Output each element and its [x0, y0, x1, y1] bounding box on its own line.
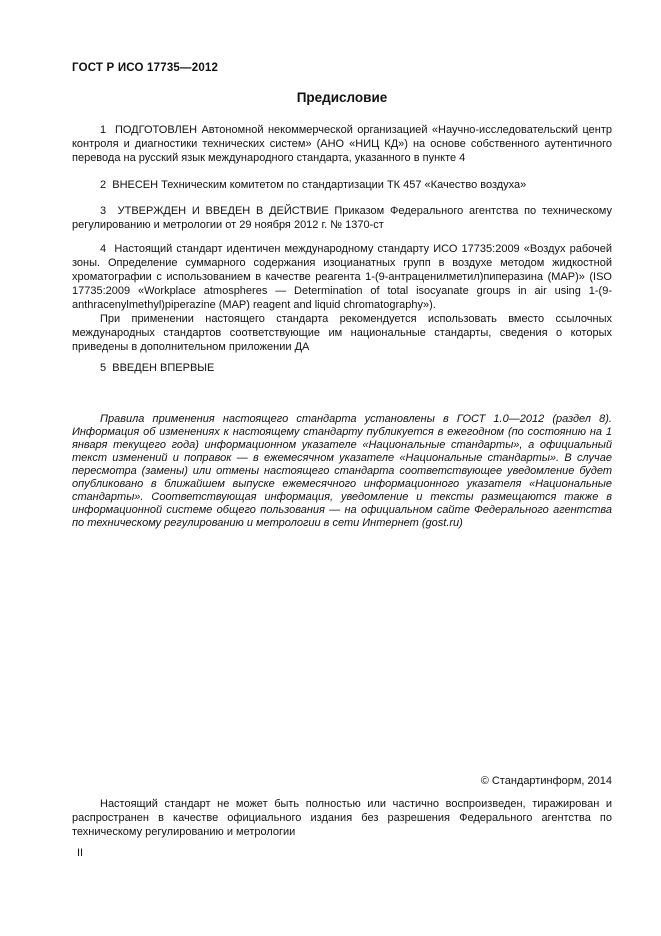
- foreword-item-4-continuation: При применении настоящего стандарта рекомендуется использовать вместо ссылочных международных стандартов соответствующие им национальные стандарты, сведения о которых приведены в дополнительном приложении ДА: [72, 313, 612, 353]
- foreword-item-1: 1 ПОДГОТОВЛЕН Автономной некоммерческой организацией «Научно-исследовательский центр контроля и диагностики технических систем» (АНО «НИЦ КД») на основе собственного аутентичного перевода на русский язык международного стандарта, указанного в пункте 4: [72, 124, 612, 164]
- page-title: Предисловие: [296, 90, 388, 105]
- foreword-item-3: 3 УТВЕРЖДЕН И ВВЕДЕН В ДЕЙСТВИЕ Приказом Федерального агентства по техническому регулированию и метрологии от 29 ноября 2012 г. № 1370-ст: [72, 205, 612, 231]
- foreword-item-2: 2 ВНЕСЕН Техническим комитетом по стандартизации ТК 457 «Качество воздуха»: [100, 179, 527, 191]
- page-number: II: [77, 847, 84, 859]
- application-rules-note: Правила применения настоящего стандарта установлены в ГОСТ 1.0—2012 (раздел 8). Информация об изменениях к настоящему стандарту публикуется в ежегодном (по состоянию на 1 января текущего года) информационном указателе «Национальные стандарты», а официальный текст изменений и поправок — в ежемесячном указателе «Национальные стандарты». В случае пересмотра (замены) или отмены настоящего стандарта соответствующее уведомление будет опубликовано в ближайшем выпуске ежемесячного информационного указателя «Национальные стандарты». Соответствующая информация, уведомление и тексты размещаются также в информационной системе общего пользования — на официальном сайте Федерального агентства по техническому регулированию и метрологии в сети Интернет (gost.ru): [72, 413, 612, 529]
- copyright-line: © Стандартинформ, 2014: [480, 775, 612, 787]
- foreword-item-4: 4 Настоящий стандарт идентичен международному стандарту ИСО 17735:2009 «Воздух рабочей зоны. Определение суммарного содержания изоцианатных групп в воздухе методом жидкостной хроматографии с использованием в качестве реагента 1-(9-антраценилметил)пиперазина (МАР)» (ISO 17735:2009 «Workplace atmospheres — Determination of total isocyanate groups in air using 1-(9-anthracenylmethyl)piperazine (MAP) reagent and liquid chromatography»).: [72, 243, 612, 311]
- document-designation: ГОСТ Р ИСО 17735—2012: [72, 62, 219, 74]
- foreword-item-5: 5 ВВЕДЕН ВПЕРВЫЕ: [100, 362, 215, 374]
- page-footer: [72, 775, 612, 859]
- reproduction-notice: Настоящий стандарт не может быть полностью или частично воспроизведен, тиражирован и распространен в качестве официального издания без разрешения Федерального агентства по техническому регулированию и метрологии: [72, 798, 612, 838]
